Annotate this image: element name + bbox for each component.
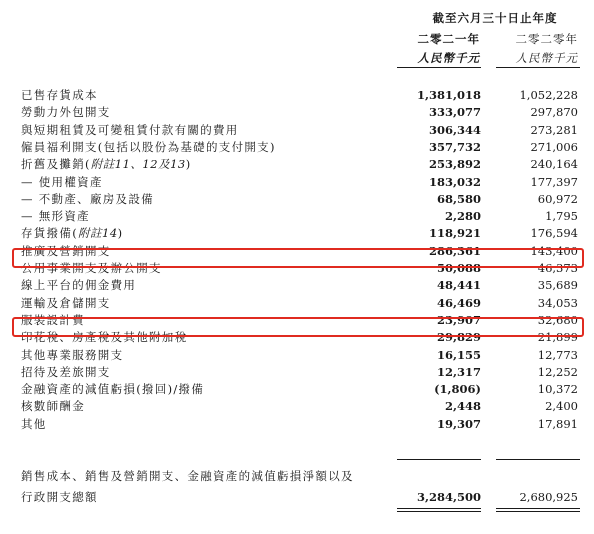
table-row <box>0 397 594 415</box>
row-label <box>21 155 192 173</box>
row-label <box>21 86 98 104</box>
row-label <box>21 207 90 225</box>
row-current-value: 2,448 <box>444 399 481 414</box>
row-label-text: 與短期租賃及可變租賃付款有關的費用 <box>21 122 239 137</box>
row-label-text: 線上平台的佣金費用 <box>21 278 137 293</box>
table-row <box>0 103 594 121</box>
row-current-value: 48,441 <box>436 278 481 293</box>
row-prior-value: 12,252 <box>537 364 578 379</box>
row-label <box>21 173 103 191</box>
row-label-text: 公用事業開支及辦公開支 <box>21 261 162 275</box>
row-current-value: 306,344 <box>428 122 481 137</box>
row-label-text: — 使用權資產 <box>21 174 103 189</box>
row-current-value: 68,580 <box>436 191 481 206</box>
row-prior-value: 273,281 <box>530 122 578 137</box>
row-label-text: 印花稅、房產稅及其他附加稅 <box>21 330 188 345</box>
row-current-value: 2,280 <box>444 209 481 224</box>
row-current-value: 333,077 <box>428 105 481 120</box>
row-prior-value: 177,397 <box>530 174 578 189</box>
row-prior-value: 297,870 <box>530 105 578 120</box>
row-prior-value: 17,891 <box>537 416 578 431</box>
row-prior-value: 271,006 <box>530 139 578 154</box>
row-label-text: 招待及差旅開支 <box>21 364 111 379</box>
row-current-value: 19,307 <box>436 416 481 431</box>
total-double-rule-prior <box>496 508 580 512</box>
table-row <box>0 224 594 242</box>
row-label <box>21 380 204 398</box>
row-label-text: — 無形資產 <box>21 209 90 224</box>
row-prior-value: 1,052,228 <box>519 88 578 102</box>
unit-prior-heading: 人民幣千元 <box>515 51 578 65</box>
row-current-value: 46,469 <box>436 295 481 310</box>
row-current-value: 183,032 <box>428 174 481 189</box>
table-row <box>0 294 594 312</box>
table-row <box>0 173 594 191</box>
row-prior-value: 240,164 <box>530 157 578 172</box>
row-label <box>21 294 111 312</box>
row-label-text: 僱員福利開支(包括以股份為基礎的支付開支) <box>21 139 276 154</box>
row-prior-value: 60,972 <box>537 191 578 206</box>
row-prior-value: 34,053 <box>537 295 578 310</box>
row-current-value: 286,361 <box>428 243 481 258</box>
total-current-value: 3,284,500 <box>416 490 481 504</box>
row-label-text: — 不動產、廠房及設備 <box>21 191 154 206</box>
row-prior-value: 176,594 <box>530 226 578 241</box>
total-prior-value: 2,680,925 <box>519 490 578 504</box>
row-prior-value: 21,899 <box>537 330 578 345</box>
row-note-reference: 附註11、12及13 <box>90 157 186 172</box>
row-prior-value: 12,773 <box>537 347 578 362</box>
subtotal-rule-current <box>397 459 481 460</box>
row-prior-value: 46,373 <box>537 261 578 275</box>
row-label <box>21 121 239 139</box>
row-prior-value: 10,372 <box>537 382 578 397</box>
table-row <box>0 86 594 104</box>
row-label-suffix: ) <box>117 226 124 241</box>
year-prior-heading: 二零二零年 <box>515 32 578 46</box>
table-row <box>0 276 594 294</box>
row-note-reference: 附註14 <box>78 226 118 241</box>
row-label <box>21 363 111 381</box>
table-row <box>0 380 594 398</box>
row-label-text: 存貨撥備( <box>21 226 78 241</box>
table-row <box>0 138 594 156</box>
row-prior-value: 143,400 <box>530 243 578 258</box>
table-row <box>0 346 594 364</box>
row-label-text: 運輸及倉儲開支 <box>21 295 111 310</box>
row-current-value: 12,317 <box>436 364 481 379</box>
table-row <box>0 155 594 173</box>
row-label-text: 推廣及營銷開支 <box>21 243 111 258</box>
period-heading: 截至六月三十日止年度 <box>432 11 558 25</box>
table-row <box>0 121 594 139</box>
row-label <box>21 138 276 156</box>
total-double-rule-current <box>397 508 481 512</box>
row-label-text: 其他 <box>21 416 47 431</box>
header-rule-prior <box>496 67 580 68</box>
row-label-text: 其他專業服務開支 <box>21 347 124 362</box>
table-row <box>0 207 594 225</box>
row-prior-value: 2,400 <box>545 399 578 414</box>
row-label-text: 勞動力外包開支 <box>21 105 111 120</box>
row-prior-value: 1,795 <box>545 209 578 224</box>
row-current-value: 1,381,018 <box>416 88 481 102</box>
row-current-value: 357,732 <box>428 139 481 154</box>
row-label <box>21 103 111 121</box>
row-current-value: 118,921 <box>428 226 481 241</box>
total-label-line1: 銷售成本、銷售及營銷開支、金融資產的減值虧損淨額以及 <box>21 469 354 483</box>
year-current-heading: 二零二一年 <box>417 32 480 46</box>
unit-current-heading: 人民幣千元 <box>417 51 480 65</box>
row-current-value: 50,088 <box>436 261 481 275</box>
table-row <box>0 190 594 208</box>
row-label <box>21 224 123 242</box>
row-label-text: 已售存貨成本 <box>21 88 98 102</box>
table-row <box>0 415 594 433</box>
row-label <box>21 276 136 294</box>
total-label-line2: 行政開支總額 <box>21 490 98 504</box>
row-current-value: 253,892 <box>428 157 481 172</box>
highlight-box-design-fee <box>12 317 584 337</box>
row-prior-value: 35,689 <box>537 278 578 293</box>
row-label-text: 金融資產的減值虧損(撥回)/撥備 <box>21 382 205 397</box>
header-rule-current <box>397 67 481 68</box>
row-current-value: 29,829 <box>436 330 481 345</box>
highlight-box-promotion <box>12 248 584 268</box>
row-label-text: 核數師酬金 <box>21 399 85 414</box>
row-current-value: 16,155 <box>436 347 481 362</box>
row-current-value: (1,806) <box>434 382 481 397</box>
row-label-text: 服裝設計費 <box>21 312 85 327</box>
row-label <box>21 190 154 208</box>
row-label-suffix: ) <box>185 157 192 172</box>
row-current-value: 23,907 <box>436 312 481 327</box>
subtotal-rule-prior <box>496 459 580 460</box>
row-label <box>21 415 47 433</box>
row-label-text: 折舊及攤銷( <box>21 157 91 172</box>
row-label <box>21 346 123 364</box>
table-row <box>0 363 594 381</box>
row-label <box>21 397 85 415</box>
row-prior-value: 32,680 <box>537 312 578 327</box>
